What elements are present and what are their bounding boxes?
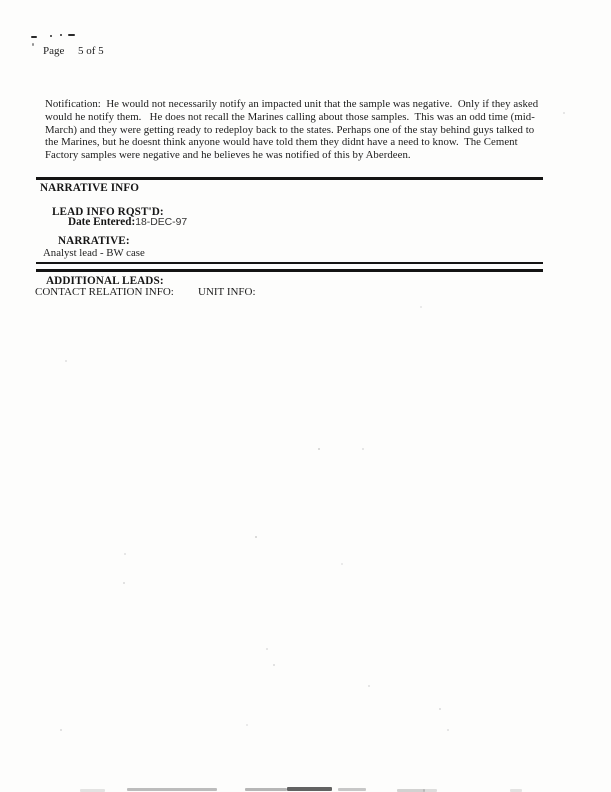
scan-speck bbox=[60, 729, 62, 731]
paragraph-line: would he notify them. He does not recall the Marines calling about those samples. This was an odd time (mid- bbox=[45, 110, 535, 123]
scan-speck bbox=[318, 448, 320, 450]
scan-mark bbox=[60, 34, 62, 36]
scan-mark bbox=[50, 35, 52, 37]
section-divider bbox=[36, 262, 543, 264]
additional-leads-title: ADDITIONAL LEADS: bbox=[46, 275, 164, 287]
scan-smudge bbox=[423, 789, 437, 792]
scan-mark bbox=[68, 34, 75, 36]
scan-speck bbox=[368, 685, 370, 687]
notification-paragraph bbox=[45, 98, 538, 162]
scan-smudge bbox=[287, 787, 332, 791]
unit-info-label: UNIT INFO: bbox=[198, 286, 256, 298]
page-number: 5 of 5 bbox=[78, 45, 104, 57]
scan-speck bbox=[341, 563, 343, 565]
lead-info-rqstd-label: LEAD INFO RQST'D: bbox=[52, 206, 164, 218]
paragraph-line: Notification: He would not necessarily notify an impacted unit that the sample was negative. Only if they asked bbox=[45, 98, 539, 110]
scan-speck bbox=[266, 648, 268, 650]
scan-speck bbox=[420, 306, 422, 308]
paragraph-line: the Marines, but he doesnt think anyone would have told them they didnt have a need to know. The Cement bbox=[45, 136, 518, 149]
scan-smudge bbox=[80, 789, 105, 792]
narrative-info-title: NARRATIVE INFO bbox=[40, 182, 140, 194]
page-label: Page bbox=[43, 45, 65, 57]
narrative-label: NARRATIVE: bbox=[58, 235, 130, 247]
scan-smudge bbox=[127, 788, 217, 791]
scan-mark bbox=[32, 43, 34, 46]
scan-smudge bbox=[245, 788, 287, 791]
scan-speck bbox=[246, 724, 248, 726]
date-entered-value: 18-DEC-97 bbox=[135, 217, 188, 228]
section-divider bbox=[36, 177, 543, 180]
narrative-value: Analyst lead - BW case bbox=[43, 247, 145, 259]
scan-speck bbox=[439, 708, 441, 710]
scan-speck bbox=[362, 448, 364, 450]
paragraph-line: March) and they were getting ready to redeploy back to the states. Perhaps one of the stay behind guys talked to bbox=[45, 123, 535, 136]
scan-mark bbox=[31, 36, 37, 38]
scan-smudge bbox=[338, 788, 366, 791]
scan-smudge bbox=[510, 789, 522, 792]
contact-relation-info-label: CONTACT RELATION INFO: bbox=[35, 286, 174, 298]
scan-speck bbox=[447, 729, 449, 731]
scan-speck bbox=[65, 360, 67, 362]
scan-smudge bbox=[397, 789, 425, 792]
scan-speck bbox=[255, 536, 257, 538]
scan-speck bbox=[123, 582, 125, 584]
scan-speck bbox=[273, 664, 275, 666]
scan-speck bbox=[124, 553, 126, 555]
scan-speck bbox=[563, 112, 565, 114]
paragraph-line: Factory samples were negative and he believes he was notified of this by Aberdeen. bbox=[45, 149, 411, 161]
section-divider bbox=[36, 269, 543, 272]
date-entered-label: Date Entered: bbox=[68, 216, 136, 228]
